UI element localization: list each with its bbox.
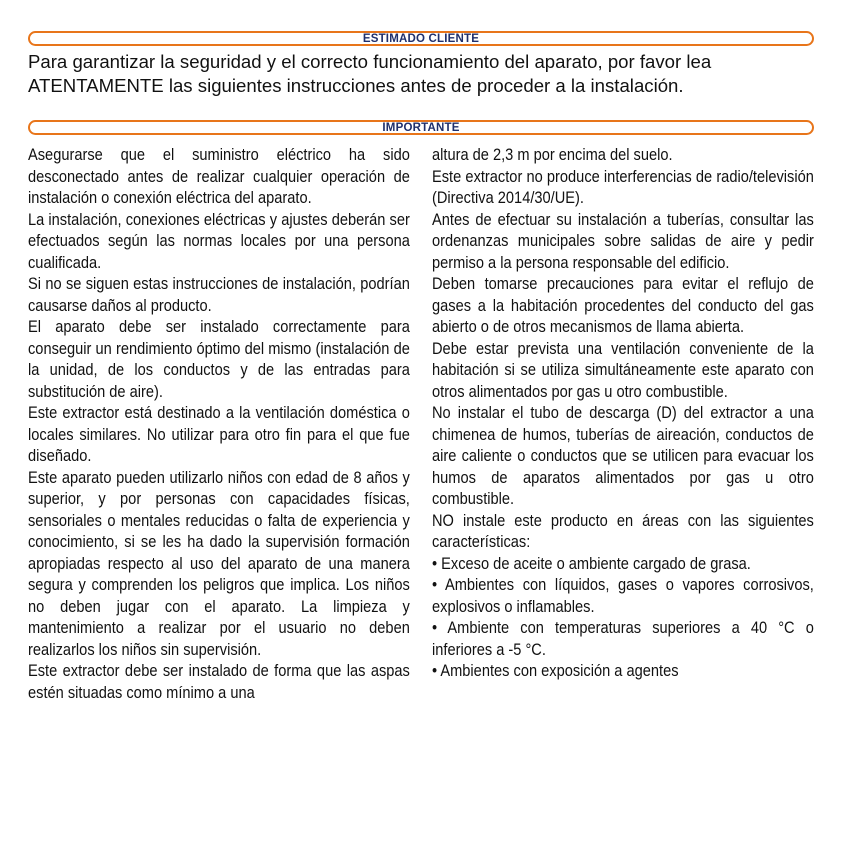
bullet-item: • Ambiente con temperaturas superiores a 40 °C o inferiores a -5 °C. — [432, 618, 814, 659]
paragraph: Este extractor debe ser instalado de forma que las aspas estén situadas como mínimo a una — [28, 661, 410, 702]
intro-paragraph: Para garantizar la seguridad y el correcto funcionamiento del aparato, por favor lea ATENTAMENTE las siguientes instrucciones antes de proceder a la instalación. — [28, 51, 712, 96]
paragraph: Este extractor no produce interferencias de radio/televisión (Directiva 2014/30/UE). — [432, 166, 814, 207]
banner-title: ESTIMADO CLIENTE — [362, 32, 480, 45]
banner-title: IMPORTANTE — [382, 121, 460, 134]
bullet-item: • Exceso de aceite o ambiente cargado de grasa. — [432, 553, 751, 573]
paragraph: altura de 2,3 m por encima del suelo. — [432, 145, 673, 164]
instructions-columns — [28, 144, 814, 834]
paragraph: Este aparato pueden utilizarlo niños con edad de 8 años y superior, y por personas con capacidades físicas, sensoriales o mentales reducidas o falta de experiencia y conocimiento, si se les ha dado la supervisión formación apropiadas respecto al uso del aparato de una manera segura y comprenden los peligros que implica. Los niños no deben jugar con el aparato. La limpieza y mantenimiento a realizar por el usuario no deben realizarlos los niños sin supervisión. — [28, 467, 410, 659]
paragraph: Asegurarse que el suministro eléctrico ha sido desconectado antes de realizar cualquier operación de instalación o conexión eléctrica del aparato. — [28, 145, 410, 207]
bullet-item: • Ambientes con exposición a agentes — [432, 661, 679, 680]
bullet-item: • Ambientes con líquidos, gases o vapores corrosivos, explosivos o inflamables. — [432, 575, 814, 616]
paragraph: Si no se siguen estas instrucciones de instalación, podrían causarse daños al producto. — [28, 274, 410, 315]
paragraph: Este extractor está destinado a la ventilación doméstica o locales similares. No utilizar para otro fin para el que fue diseñado. — [28, 403, 410, 465]
paragraph: Debe estar prevista una ventilación conveniente de la habitación si se utiliza simultáneamente este aparato con otros alimentados por gas u otro combustible. — [432, 338, 814, 401]
paragraph: No instalar el tubo de descarga (D) del extractor a una chimenea de humos, tuberías de aireación, conductos de aire caliente o conductos que se utilicen para evacuar los humos de aparatos alimentados por gas u otro combustible. — [432, 403, 814, 508]
left-column — [28, 144, 410, 834]
paragraph: NO instale este producto en áreas con las siguientes características: — [432, 510, 814, 551]
paragraph: Antes de efectuar su instalación a tuberías, consultar las ordenanzas municipales sobre salidas de aire y pedir permiso a la persona responsable del edificio. — [432, 209, 814, 272]
paragraph: El aparato debe ser instalado correctamente para conseguir un rendimiento óptimo del mismo (instalación de la unidad, de los conductos y de las entradas para substitución de aire). — [28, 317, 410, 401]
right-column — [432, 144, 814, 834]
section-banner-estimado-cliente — [28, 31, 814, 46]
paragraph: Deben tomarse precauciones para evitar el reflujo de gases a la habitación procedentes del conducto del gas abierto o de otros mecanismos de llama abierta. — [432, 274, 814, 336]
section-banner-importante — [28, 120, 814, 135]
paragraph: La instalación, conexiones eléctricas y ajustes deberán ser efectuados según las normas locales por una persona cualificada. — [28, 209, 410, 272]
